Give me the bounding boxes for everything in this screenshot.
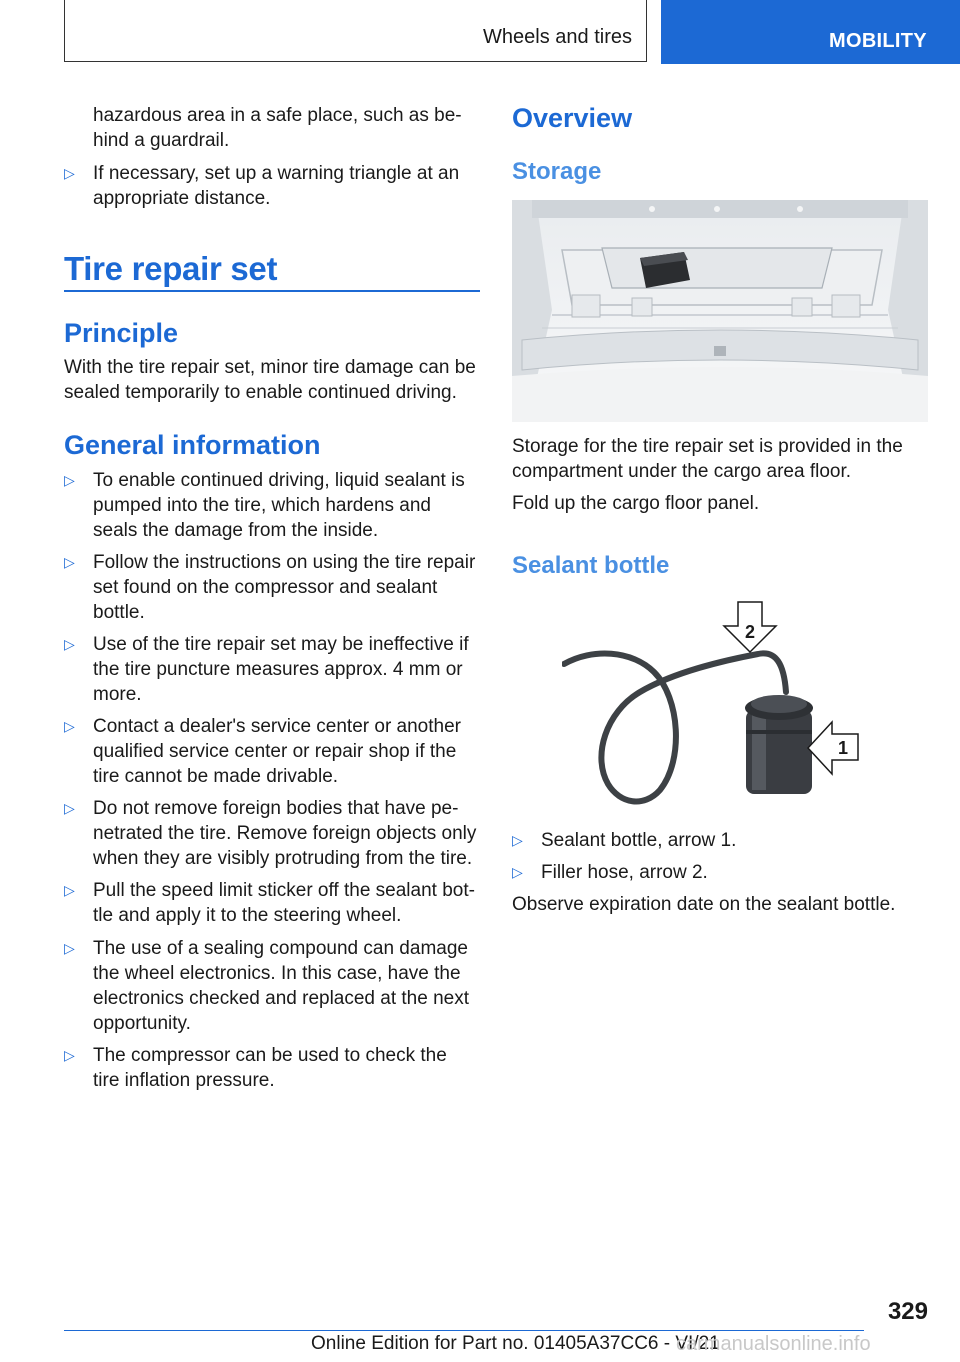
continued-line-2: hind a guardrail. (93, 130, 230, 151)
list-item-line: netrated the tire. Remove foreign objects only (93, 823, 477, 844)
chapter-rule (64, 290, 480, 292)
header-section-box (64, 0, 647, 62)
list-item-line: Contact a dealer's service center or another (93, 716, 461, 737)
list-item-line: Pull the speed limit sticker off the sealant bot- (93, 880, 475, 901)
list-item-line: tire inflation pressure. (93, 1070, 275, 1091)
list-item-text: Sealant bottle, arrow 1. (541, 830, 737, 851)
fold-instruction: Fold up the cargo floor panel. (512, 493, 760, 514)
header-chapter-title: MOBILITY (829, 30, 927, 52)
general-info-heading: General information (64, 430, 321, 460)
cargo-storage-illustration (512, 200, 928, 422)
triangle-right-icon: ▷ (64, 636, 75, 652)
list-item-line: The compressor can be used to check the (93, 1045, 447, 1066)
list-item-line: appropriate distance. (93, 188, 271, 209)
triangle-right-icon: ▷ (64, 718, 75, 734)
list-item-line: the tire puncture measures approx. 4 mm or (93, 659, 463, 680)
list-item-line: Do not remove foreign bodies that have pe- (93, 798, 459, 819)
list-item-line: The use of a sealing compound can damage (93, 938, 468, 959)
sealant-bottle-illustration (562, 600, 862, 812)
triangle-right-icon: ▷ (64, 472, 75, 488)
principle-line: With the tire repair set, minor tire damage can be (64, 357, 476, 378)
list-item-line: bottle. (93, 602, 145, 623)
page-number: 329 (887, 1298, 928, 1325)
list-item (512, 828, 930, 853)
arrow-1-icon (808, 722, 858, 774)
header-section-title: Wheels and tires (483, 26, 632, 48)
list-item-line: tire cannot be made drivable. (93, 766, 339, 787)
list-item-line: Follow the instructions on using the tire repair (93, 552, 476, 573)
list-item-text: Filler hose, arrow 2. (541, 862, 708, 883)
list-item-line: qualified service center or repair shop if the (93, 741, 457, 762)
continued-line-1: hazardous area in a safe place, such as be- (93, 105, 462, 126)
principle-line: sealed temporarily to enable continued driving. (64, 382, 457, 403)
triangle-right-icon: ▷ (64, 800, 75, 816)
list-item-line: tle and apply it to the steering wheel. (93, 905, 402, 926)
list-item-line: If necessary, set up a warning triangle at an (93, 163, 460, 184)
list-item (64, 468, 482, 543)
overview-heading: Overview (512, 103, 633, 133)
chapter-title: Tire repair set (64, 250, 278, 287)
arrow-1-label: 1 (838, 738, 849, 758)
list-item-line: the wheel electronics. In this case, have the (93, 963, 461, 984)
continued-text (93, 103, 483, 153)
list-item-line: set found on the compressor and sealant (93, 577, 438, 598)
triangle-right-icon: ▷ (64, 554, 75, 570)
list-item-line: pumped into the tire, which hardens and (93, 495, 431, 516)
list-item (64, 1043, 482, 1093)
list-item (64, 161, 480, 211)
sealant-heading: Sealant bottle (512, 552, 670, 579)
list-item-line: opportunity. (93, 1013, 191, 1034)
list-item (64, 878, 482, 928)
triangle-right-icon: ▷ (64, 940, 75, 956)
triangle-right-icon: ▷ (64, 882, 75, 898)
storage-text (512, 434, 932, 484)
list-item-line: Use of the tire repair set may be ineffective if (93, 634, 469, 655)
watermark-text: carmanualsonline.info (676, 1333, 871, 1355)
storage-line: Storage for the tire repair set is provided in the (512, 436, 903, 457)
triangle-right-icon: ▷ (512, 832, 523, 848)
list-item (64, 550, 482, 625)
list-item-line: electronics checked and replaced at the next (93, 988, 470, 1009)
triangle-right-icon: ▷ (64, 165, 75, 181)
arrow-2-icon (724, 602, 776, 652)
list-item (512, 860, 930, 885)
list-item-line: To enable continued driving, liquid sealant is (93, 470, 465, 491)
storage-line: compartment under the cargo area floor. (512, 461, 852, 482)
storage-heading: Storage (512, 158, 602, 185)
list-item (64, 936, 482, 1036)
footer-rule (64, 1330, 864, 1331)
list-item-line: more. (93, 684, 142, 705)
principle-text (64, 355, 484, 405)
list-item-line: seals the damage from the inside. (93, 520, 379, 541)
list-item (64, 796, 482, 871)
list-item (64, 714, 482, 789)
header-chapter-tab (661, 0, 960, 64)
principle-heading: Principle (64, 318, 179, 348)
arrow-2-label: 2 (745, 622, 756, 642)
list-item-line: when they are visibly protruding from the tire. (93, 848, 473, 869)
edition-text: Online Edition for Part no. 01405A37CC6 - VI/21 (311, 1333, 720, 1354)
triangle-right-icon: ▷ (64, 1047, 75, 1063)
triangle-right-icon: ▷ (512, 864, 523, 880)
expiration-note: Observe expiration date on the sealant bottle. (512, 894, 896, 915)
list-item (64, 632, 482, 707)
